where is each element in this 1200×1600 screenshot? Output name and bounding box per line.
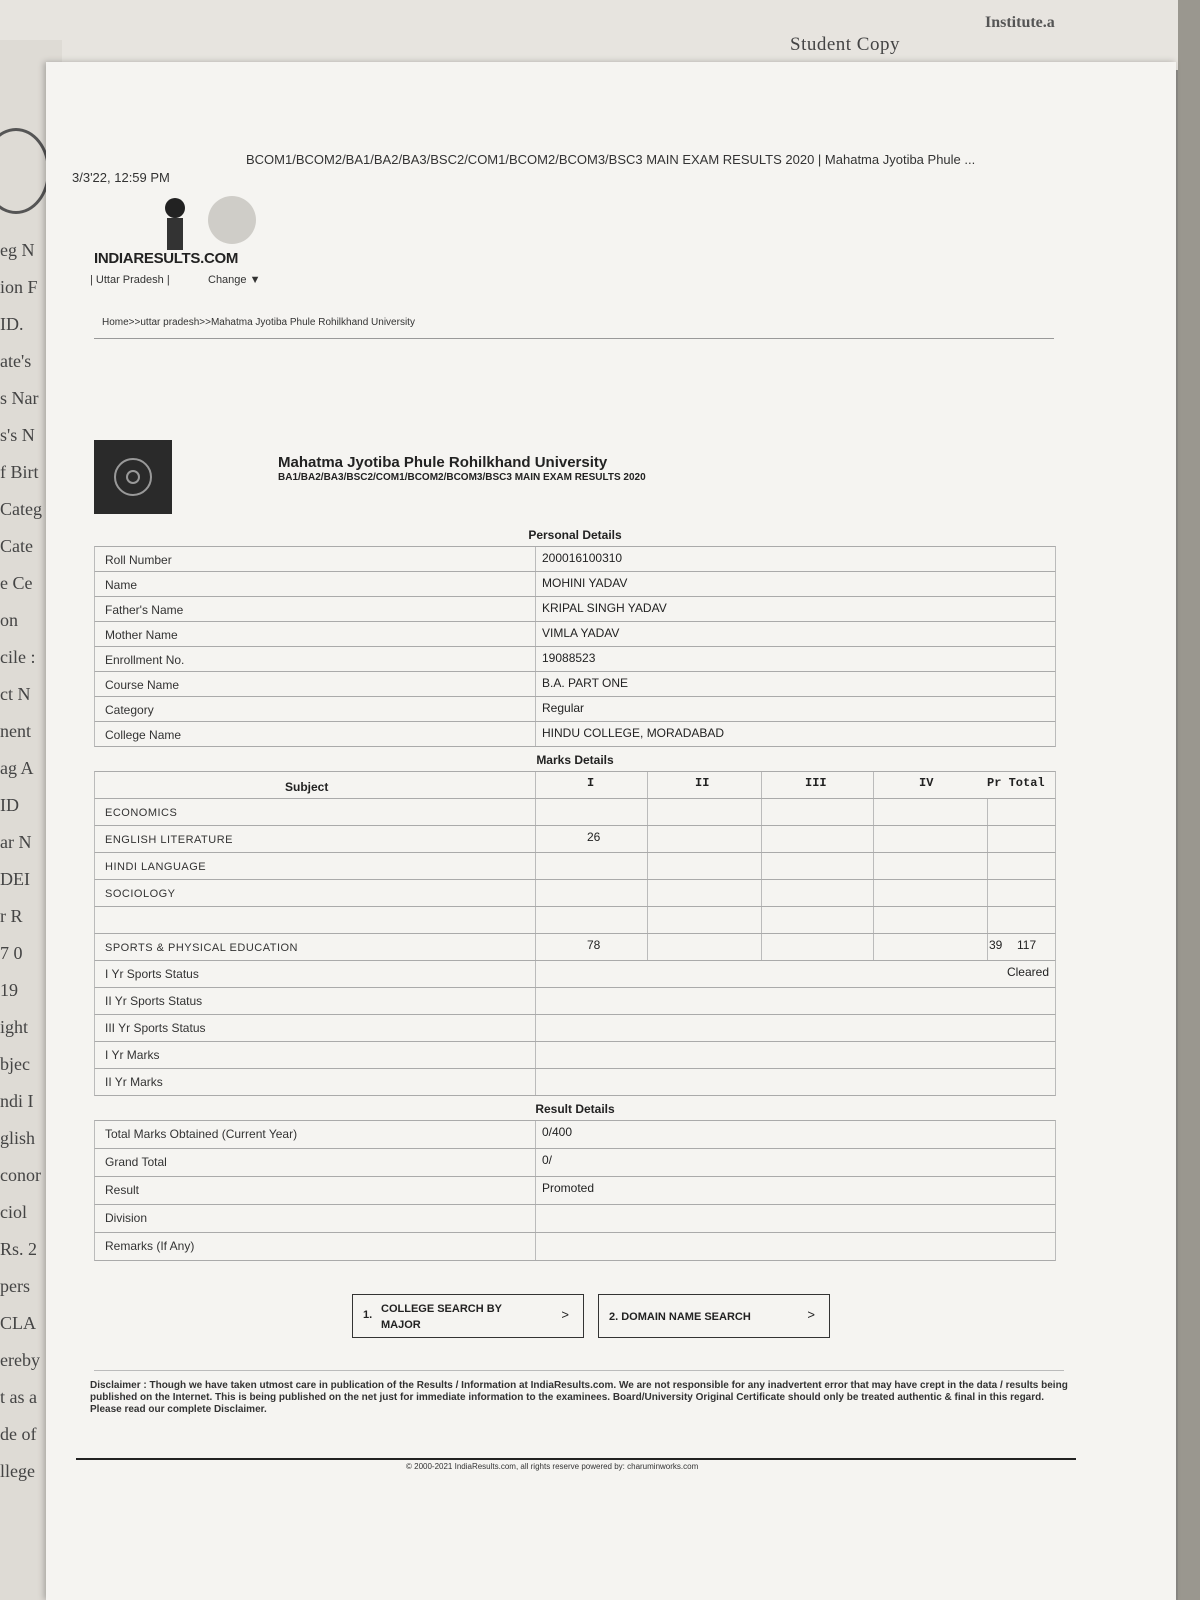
- divider: [94, 338, 1054, 339]
- left-paper-fragment: 7 0: [0, 943, 23, 963]
- status-row: [94, 960, 1056, 987]
- student-copy-stamp: Student Copy: [790, 34, 900, 55]
- personal-value: B.A. PART ONE: [542, 676, 629, 690]
- result-row: [94, 1204, 1056, 1232]
- domain-search-button[interactable]: 2. DOMAIN NAME SEARCH >: [598, 1294, 830, 1338]
- col-iv-header: IV: [919, 776, 934, 790]
- marks-details-heading: Marks Details: [536, 753, 614, 767]
- result-value: Promoted: [542, 1181, 595, 1195]
- personal-value: 19088523: [542, 651, 596, 665]
- left-paper-fragment: eg N: [0, 240, 35, 260]
- left-paper-fragment: ndi I: [0, 1091, 34, 1111]
- subject-marks: [94, 798, 1056, 960]
- left-paper-fragment: Cate: [0, 536, 33, 556]
- left-paper-fragment: cile :: [0, 647, 36, 667]
- change-state-link[interactable]: Change ▼: [208, 274, 261, 286]
- left-paper-fragment: llege: [0, 1461, 35, 1481]
- status-label: I Yr Marks: [105, 1048, 160, 1062]
- left-paper-fragment: CLA: [0, 1313, 36, 1333]
- personal-label: Mother Name: [105, 628, 178, 642]
- sports-status: [94, 960, 1056, 1096]
- result-label: Division: [105, 1211, 148, 1225]
- subject-pr: 39: [989, 938, 1003, 952]
- person-logo-icon: [162, 198, 188, 250]
- left-paper-fragment: s Nar: [0, 388, 39, 408]
- disclaimer-text: Disclaimer : Though we have taken utmost care in publication of the Results / Information at IndiaResults.com. We are not responsible for any inadvertent error that may have crept in the data / results being published on the Internet. This is being published on the net just for immediate information to the examinees. Board/University Original Certificate should only be treated authentic & final in this regard. Please read our complete Disclaimer.: [90, 1380, 1068, 1415]
- left-paper-fragment: nent: [0, 721, 31, 741]
- personal-row: [94, 621, 1056, 646]
- result-details-heading: Result Details: [535, 1102, 615, 1116]
- left-paper-fragment: glish: [0, 1128, 36, 1148]
- background-paper-top: [0, 0, 1200, 70]
- left-paper-fragment: ate's: [0, 351, 32, 371]
- result-row: [94, 1148, 1056, 1176]
- left-paper-fragment: ct N: [0, 684, 31, 704]
- subject-row: [94, 852, 1056, 879]
- result-label: Result: [105, 1183, 140, 1197]
- status-value: Cleared: [1006, 965, 1049, 979]
- result-label: Remarks (If Any): [105, 1239, 195, 1253]
- left-paper-fragment: e Ce: [0, 573, 33, 593]
- left-paper-fragment: s's N: [0, 425, 35, 445]
- personal-row: [94, 696, 1056, 721]
- status-row: [94, 1041, 1056, 1068]
- personal-label: College Name: [105, 728, 182, 742]
- status-label: I Yr Sports Status: [105, 967, 199, 981]
- state-map-icon: [208, 196, 256, 244]
- personal-row: [94, 671, 1056, 696]
- subject-row: [94, 906, 1056, 933]
- left-paper-fragment: ID.: [0, 314, 24, 334]
- personal-label: Father's Name: [105, 603, 184, 617]
- background-edge-right: [1178, 0, 1200, 1600]
- personal-row: [94, 571, 1056, 596]
- personal-row: [94, 721, 1056, 747]
- subject-row: [94, 879, 1056, 906]
- chevron-right-icon: >: [561, 1307, 569, 1322]
- marks-header-row: [94, 771, 1056, 798]
- left-paper-fragment: ion F: [0, 277, 38, 297]
- subject-mark-i: 26: [587, 830, 601, 844]
- left-paper-fragment: ar N: [0, 832, 32, 852]
- result-printout: [46, 62, 1176, 1600]
- exam-name: BA1/BA2/BA3/BSC2/COM1/BCOM2/BCOM3/BSC3 MAIN EXAM RESULTS 2020: [278, 472, 646, 483]
- personal-label: Category: [105, 703, 154, 717]
- personal-value: MOHINI YADAV: [542, 576, 628, 590]
- college-search-button[interactable]: 1. COLLEGE SEARCH BY MAJOR >: [352, 1294, 584, 1338]
- subject-row: [94, 825, 1056, 852]
- left-paper-fragment: bjec: [0, 1054, 30, 1074]
- personal-row: [94, 546, 1056, 571]
- subject-name: ENGLISH LITERATURE: [105, 834, 233, 846]
- footer-rule: [76, 1458, 1076, 1460]
- subject-header: Subject: [285, 780, 329, 794]
- left-paper-fragment: ciol: [0, 1202, 27, 1222]
- print-datetime: 3/3'22, 12:59 PM: [72, 170, 170, 185]
- personal-label: Enrollment No.: [105, 653, 185, 667]
- left-paper-fragment: ag A: [0, 758, 34, 778]
- result-row: [94, 1232, 1056, 1261]
- left-paper-fragment: 19: [0, 980, 18, 1000]
- left-paper-fragment: f Birt: [0, 462, 39, 482]
- status-row: [94, 1068, 1056, 1096]
- personal-row: [94, 646, 1056, 671]
- pr-total-header: Pr Total: [987, 776, 1045, 790]
- divider: [94, 1370, 1064, 1371]
- subject-mark-i: 78: [587, 938, 601, 952]
- status-row: [94, 987, 1056, 1014]
- breadcrumb[interactable]: Home>>uttar pradesh>>Mahatma Jyotiba Phule Rohilkhand University: [102, 317, 415, 328]
- left-paper-fragment: ereby: [0, 1350, 40, 1370]
- left-paper-fragment: de of: [0, 1424, 37, 1444]
- left-paper-fragment: ID: [0, 795, 19, 815]
- personal-value: HINDU COLLEGE, MORADABAD: [542, 726, 725, 740]
- left-paper-fragment: Categ: [0, 499, 42, 519]
- left-paper-fragment: on: [0, 610, 18, 630]
- result-details: [94, 1120, 1056, 1261]
- chevron-right-icon: >: [807, 1307, 815, 1322]
- university-emblem-icon: [94, 440, 172, 514]
- subject-name: SPORTS & PHYSICAL EDUCATION: [105, 942, 299, 954]
- status-row: [94, 1014, 1056, 1041]
- status-label: II Yr Marks: [105, 1075, 163, 1089]
- state-label: | Uttar Pradesh |: [90, 274, 170, 286]
- print-page-title: BCOM1/BCOM2/BA1/BA2/BA3/BSC2/COM1/BCOM2/BCOM3/BSC3 MAIN EXAM RESULTS 2020 | Mahatma Jyotiba Phule ...: [246, 152, 976, 167]
- subject-name: SOCIOLOGY: [105, 888, 176, 900]
- personal-label: Name: [105, 578, 138, 592]
- personal-label: Course Name: [105, 678, 180, 692]
- site-brand[interactable]: INDIARESULTS.COM: [94, 250, 239, 267]
- personal-value: KRIPAL SINGH YADAV: [542, 601, 667, 615]
- result-row: [94, 1120, 1056, 1148]
- personal-value: 200016100310: [542, 551, 623, 565]
- left-paper-fragment: DEI: [0, 869, 30, 889]
- result-label: Grand Total: [105, 1155, 167, 1169]
- university-name: Mahatma Jyotiba Phule Rohilkhand University: [278, 454, 608, 471]
- result-value: 0/: [542, 1153, 553, 1167]
- status-label: III Yr Sports Status: [105, 1021, 206, 1035]
- subject-total: 117: [1017, 938, 1037, 952]
- col-ii-header: II: [695, 776, 710, 790]
- subject-name: HINDI LANGUAGE: [105, 861, 207, 873]
- left-paper-fragment: pers: [0, 1276, 30, 1296]
- result-value: 0/400: [542, 1125, 573, 1139]
- status-label: II Yr Sports Status: [105, 994, 203, 1008]
- copyright: © 2000-2021 IndiaResults.com, all rights reserve powered by: charuminworks.com: [406, 1462, 699, 1471]
- personal-row: [94, 596, 1056, 621]
- result-row: [94, 1176, 1056, 1204]
- personal-value: Regular: [542, 701, 585, 715]
- left-paper-fragment: conor: [0, 1165, 41, 1185]
- left-paper-fragment: t as a: [0, 1387, 37, 1407]
- personal-label: Roll Number: [105, 553, 172, 567]
- subject-name: ECONOMICS: [105, 807, 178, 819]
- subject-row: [94, 798, 1056, 825]
- personal-value: VIMLA YADAV: [542, 626, 620, 640]
- subject-row: [94, 933, 1056, 960]
- result-label: Total Marks Obtained (Current Year): [105, 1127, 298, 1141]
- institute-stamp: Institute.a: [985, 14, 1055, 31]
- col-iii-header: III: [805, 776, 827, 790]
- left-paper-fragment: r R: [0, 906, 23, 926]
- personal-details-heading: Personal Details: [528, 528, 622, 542]
- left-paper-fragment: Rs. 2: [0, 1239, 38, 1259]
- left-paper-fragment: ight: [0, 1017, 29, 1037]
- col-i-header: I: [587, 776, 595, 790]
- result-table: [94, 522, 1056, 1261]
- personal-details: [94, 546, 1056, 747]
